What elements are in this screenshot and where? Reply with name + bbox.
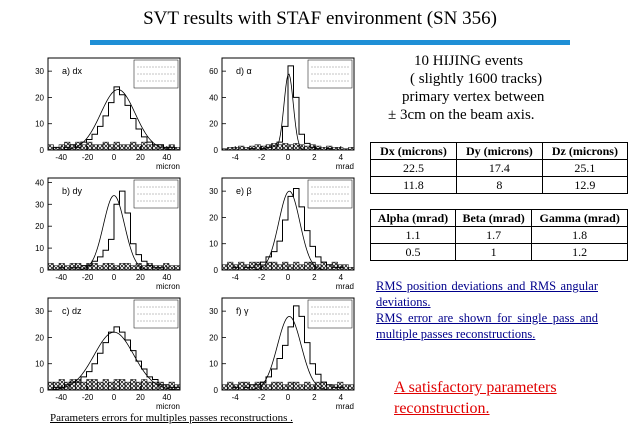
multi-pass-bar (305, 146, 311, 150)
multi-pass-bar (92, 263, 98, 270)
table-cell: 1.8 (532, 227, 628, 244)
table-cell: 8 (456, 177, 542, 194)
multi-pass-bar (131, 142, 137, 150)
panel-label: d) α (236, 66, 252, 76)
x-axis-label: mrad (335, 402, 354, 411)
x-tick-label: -40 (55, 153, 67, 162)
multi-pass-bar (76, 263, 82, 270)
table-cell: 22.5 (371, 160, 457, 177)
y-tick-label: 10 (209, 239, 218, 249)
x-tick-label: 0 (111, 273, 117, 282)
multi-pass-bar (65, 266, 71, 270)
x-tick-label: -2 (258, 393, 266, 402)
x-tick-label: 2 (312, 393, 317, 402)
multi-pass-bar (114, 142, 120, 150)
multi-pass-bar (98, 145, 104, 150)
y-tick-label: 0 (39, 386, 44, 395)
x-tick-label: 20 (135, 393, 145, 402)
note-line: RMS error are shown for single pass and multiple passes reconstructions. (376, 311, 598, 341)
multi-pass-bar (222, 265, 228, 270)
multi-pass-bar (114, 379, 120, 390)
x-tick-label: 2 (312, 273, 317, 282)
conclusion-line: reconstruction. (394, 400, 490, 417)
multi-pass-bar (103, 379, 109, 390)
multi-pass-bar (239, 262, 245, 270)
info-line-events: 10 HIJING events (414, 53, 524, 69)
panel-label: a) dx (62, 66, 83, 76)
multi-pass-bar (125, 145, 131, 150)
multi-pass-bar (48, 263, 54, 270)
x-tick-label: 40 (162, 153, 172, 162)
multi-pass-bar (48, 382, 54, 390)
x-tick-label: 0 (285, 393, 291, 402)
table-row (371, 177, 628, 194)
x-tick-label: -20 (81, 393, 94, 402)
multi-pass-bar (266, 262, 272, 270)
multi-pass-bar (332, 262, 338, 270)
multi-pass-bar (59, 263, 65, 270)
event-info (388, 52, 618, 124)
multi-pass-bar (147, 382, 153, 390)
multi-pass-bar (250, 262, 256, 270)
x-axis-label: mrad (335, 282, 354, 291)
multi-pass-bar (283, 262, 289, 270)
y-tick-label: 20 (35, 93, 44, 103)
table-cell: 25.1 (542, 160, 627, 177)
x-tick-label: -40 (55, 393, 67, 402)
info-line-vertex: primary vertex between (402, 89, 545, 105)
multi-pass-bar (266, 385, 272, 390)
table-cell: 0.5 (371, 244, 456, 261)
x-axis-label: micron (155, 162, 180, 171)
multi-pass-bar (316, 146, 322, 150)
multi-pass-bar (54, 266, 60, 270)
histogram-panel (35, 298, 180, 411)
multi-pass-bar (131, 379, 137, 390)
multi-pass-bar (343, 385, 349, 390)
multi-pass-bar (175, 266, 181, 270)
multi-pass-bar (98, 266, 104, 270)
plots-caption: Parameters errors for multiples passes reconstructions . (50, 412, 293, 424)
table-header-row (371, 210, 628, 227)
multi-pass-bar (294, 382, 300, 390)
multi-pass-bar (222, 385, 228, 390)
x-tick-label: -20 (81, 153, 94, 162)
multi-pass-bar (120, 379, 126, 390)
panel-label: f) γ (236, 306, 249, 316)
y-tick-label: 30 (35, 200, 44, 210)
multi-pass-bar (81, 382, 87, 390)
multi-pass-bar (288, 145, 294, 150)
x-tick-label: 0 (111, 393, 117, 402)
multi-pass-bar (305, 382, 311, 390)
table-row (371, 227, 628, 244)
histogram-panel (35, 178, 180, 291)
multi-pass-bar (299, 385, 305, 390)
rms-notes (376, 278, 598, 342)
x-tick-label: 4 (338, 393, 344, 402)
single-pass-histogram (48, 87, 180, 150)
y-tick-label: 40 (35, 178, 44, 188)
y-tick-label: 20 (35, 333, 44, 343)
multi-pass-bar (250, 146, 256, 150)
x-tick-label: -4 (231, 273, 239, 282)
x-tick-label: -4 (231, 393, 239, 402)
multi-pass-bar (109, 145, 115, 150)
multi-pass-bar (299, 265, 305, 270)
multi-pass-bar (125, 263, 131, 270)
multi-pass-bar (277, 265, 283, 270)
x-tick-label: 4 (338, 153, 344, 162)
multi-pass-bar (98, 382, 104, 390)
multi-pass-bar (228, 262, 234, 270)
y-tick-label: 30 (35, 67, 44, 77)
multi-pass-bar (272, 382, 278, 390)
y-tick-label: 0 (213, 266, 218, 275)
multi-pass-bar (327, 265, 333, 270)
y-tick-label: 20 (209, 213, 218, 223)
multi-pass-bar (70, 263, 76, 270)
table-header-cell: Dz (microns) (542, 143, 627, 160)
multi-pass-bar (120, 263, 126, 270)
y-tick-label: 0 (213, 386, 218, 395)
info-line-range: ± 3cm on the beam axis. (388, 107, 535, 123)
x-tick-label: 20 (135, 153, 145, 162)
x-tick-label: 0 (285, 273, 291, 282)
multi-pass-bar (131, 266, 137, 270)
table-cell: 17.4 (456, 160, 542, 177)
multi-pass-bar (120, 145, 126, 150)
multi-pass-bar (327, 146, 333, 150)
x-tick-label: 4 (338, 273, 344, 282)
multi-pass-bar (109, 382, 115, 390)
panel-label: b) dy (62, 186, 83, 196)
table-header-cell: Gamma (mrad) (532, 210, 628, 227)
multi-pass-bar (239, 146, 245, 150)
y-tick-label: 0 (213, 146, 218, 155)
multi-pass-bar (272, 262, 278, 270)
multi-pass-bar (142, 379, 148, 390)
x-tick-label: -4 (231, 153, 239, 162)
x-tick-label: 0 (285, 153, 291, 162)
table-header-cell: Alpha (mrad) (371, 210, 456, 227)
x-tick-label: 40 (162, 273, 172, 282)
table-cell: 1 (455, 244, 531, 261)
y-tick-label: 60 (209, 67, 218, 77)
note-line: RMS position deviations and RMS angular deviations. (376, 279, 598, 309)
multi-pass-bar (321, 262, 327, 270)
multi-pass-bar (48, 145, 54, 150)
y-tick-label: 20 (209, 119, 218, 129)
multi-pass-bar (294, 262, 300, 270)
x-tick-label: 2 (312, 153, 317, 162)
histogram-panel (209, 178, 354, 291)
table-cell: 1.2 (532, 244, 628, 261)
multi-pass-bar (147, 145, 153, 150)
x-tick-label: 40 (162, 393, 172, 402)
table-header-row (371, 143, 628, 160)
x-axis-label: micron (155, 282, 180, 291)
multi-pass-bar (244, 382, 250, 390)
y-tick-label: 10 (35, 244, 44, 254)
multi-pass-bar (343, 265, 349, 270)
multi-pass-bar (169, 266, 175, 270)
panel-label: c) dz (62, 306, 82, 316)
y-tick-label: 0 (39, 146, 44, 155)
y-tick-label: 10 (35, 119, 44, 129)
table-cell: 11.8 (371, 177, 457, 194)
y-tick-label: 30 (35, 307, 44, 317)
x-tick-label: 0 (111, 153, 117, 162)
x-axis-label: mrad (335, 162, 354, 171)
y-tick-label: 20 (209, 333, 218, 343)
multi-pass-bar (109, 263, 115, 270)
multi-pass-bar (125, 382, 131, 390)
y-tick-label: 0 (39, 266, 44, 275)
y-tick-label: 10 (35, 359, 44, 369)
y-tick-label: 30 (209, 307, 218, 317)
multi-pass-bar (147, 263, 153, 270)
histogram-panel (35, 58, 180, 171)
info-line-tracks: ( slightly 1600 tracks) (410, 71, 543, 87)
conclusion-text (394, 377, 557, 419)
multi-pass-bar (81, 145, 87, 150)
y-tick-label: 20 (35, 222, 44, 232)
multi-pass-bar (277, 382, 283, 390)
table-cell: 1.1 (371, 227, 456, 244)
conclusion-line: A satisfactory parameters (394, 379, 557, 396)
multi-pass-bar (103, 142, 109, 150)
angular-rms-table (370, 209, 628, 261)
multi-pass-bar (349, 385, 355, 390)
x-axis-label: micron (155, 402, 180, 411)
multi-pass-bar (103, 263, 109, 270)
y-tick-label: 10 (209, 359, 218, 369)
x-tick-label: -2 (258, 273, 266, 282)
table-header-cell: Dx (microns) (371, 143, 457, 160)
table-row (371, 244, 628, 261)
multi-pass-bar (305, 262, 311, 270)
multi-pass-bar (164, 263, 170, 270)
multi-pass-bar (283, 143, 289, 150)
multi-pass-bar (338, 382, 344, 390)
multi-pass-bar (114, 266, 120, 270)
x-tick-label: -20 (81, 273, 94, 282)
table-row (371, 160, 628, 177)
page-title: SVT results with STAF environment (SN 356) (143, 8, 497, 29)
multi-pass-bar (294, 143, 300, 150)
multi-pass-bar (228, 382, 234, 390)
table-cell: 12.9 (542, 177, 627, 194)
multi-pass-bar (255, 145, 261, 150)
x-tick-label: -2 (258, 153, 266, 162)
position-rms-table (370, 142, 628, 194)
y-tick-label: 40 (209, 93, 218, 103)
multi-pass-bar (288, 382, 294, 390)
multi-pass-bar (142, 142, 148, 150)
table-header-cell: Dy (microns) (456, 143, 542, 160)
table-cell: 1.7 (455, 227, 531, 244)
histogram-panel (209, 58, 354, 171)
multi-pass-bar (92, 145, 98, 150)
histogram-panel (209, 298, 354, 411)
multi-pass-bar (288, 265, 294, 270)
multi-pass-bar (92, 379, 98, 390)
x-tick-label: -40 (55, 273, 67, 282)
panel-label: e) β (236, 186, 252, 196)
multi-pass-bar (283, 385, 289, 390)
multi-pass-bar (239, 382, 245, 390)
table-header-cell: Beta (mrad) (455, 210, 531, 227)
y-tick-label: 30 (209, 187, 218, 197)
x-tick-label: 20 (135, 273, 145, 282)
